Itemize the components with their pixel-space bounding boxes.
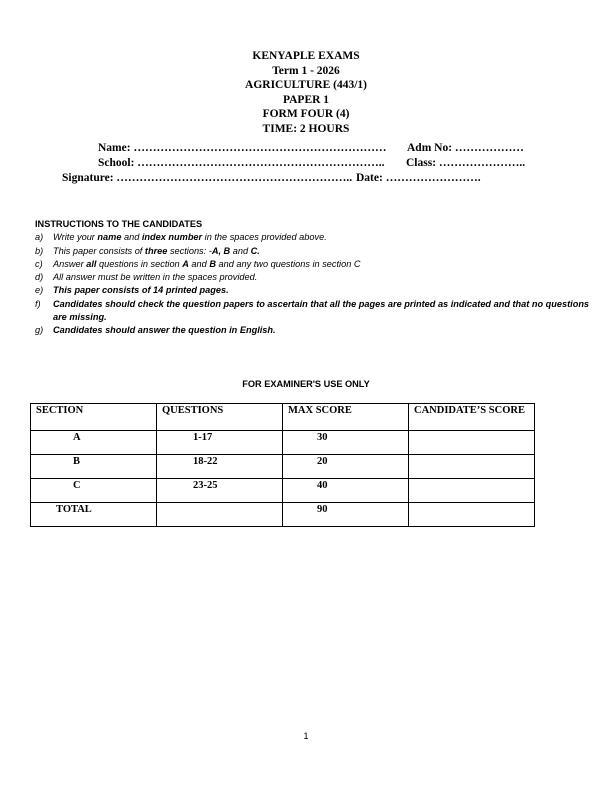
table-header-row <box>31 404 535 431</box>
examiner-section-title: FOR EXAMINER'S USE ONLY <box>242 379 370 389</box>
column-header-max-score: MAX SCORE <box>283 404 409 431</box>
exam-subject: AGRICULTURE (443/1) <box>245 79 367 92</box>
column-header-questions: QUESTIONS <box>157 404 283 431</box>
table-row <box>31 455 535 479</box>
candidate-score-cell[interactable] <box>409 455 535 479</box>
instruction-item: e) This paper consists of 14 printed pages. <box>35 285 229 296</box>
exam-time: TIME: 2 HOURS <box>262 122 350 135</box>
school-field[interactable]: School: ……………………………………………………….. <box>98 157 385 169</box>
questions-cell: 23-25 <box>157 479 283 503</box>
table-row <box>31 431 535 455</box>
table-row-total <box>31 503 535 527</box>
total-label-cell: TOTAL <box>31 503 157 527</box>
date-field[interactable]: Date: ……………………. <box>356 172 481 184</box>
exam-header <box>0 49 612 137</box>
max-score-cell: 30 <box>283 431 409 455</box>
exam-body-name: KENYAPLE EXAMS <box>252 50 360 62</box>
questions-cell: 1-17 <box>157 431 283 455</box>
section-cell: B <box>31 455 157 479</box>
candidate-score-cell[interactable] <box>409 479 535 503</box>
candidate-score-cell[interactable] <box>409 431 535 455</box>
name-field[interactable]: Name: ………………………………………………………… <box>98 142 387 154</box>
exam-form: FORM FOUR (4) <box>262 108 350 121</box>
section-cell: A <box>31 431 157 455</box>
instructions-title: INSTRUCTIONS TO THE CANDIDATES <box>35 219 203 229</box>
table-row <box>31 479 535 503</box>
instruction-item: g) Candidates should answer the question in English. <box>35 325 276 336</box>
page-number: 1 <box>303 731 309 741</box>
instruction-item: a) Write your name and index number in the spaces provided above. <box>35 232 327 243</box>
exam-paper: PAPER 1 <box>282 93 330 106</box>
instruction-item: d) All answer must be written in the spaces provided. <box>35 272 258 283</box>
column-header-section: SECTION <box>31 404 157 431</box>
instruction-item: c) Answer all questions in section A and B and any two questions in section C <box>35 258 361 269</box>
max-score-cell: 40 <box>283 479 409 503</box>
exam-term: Term 1 - 2026 <box>272 64 340 77</box>
examiner-score-table <box>30 403 535 527</box>
total-candidate-score-cell[interactable] <box>409 503 535 527</box>
class-field[interactable]: Class: ………………….. <box>406 157 526 169</box>
instruction-item: b) This paper consists of three sections: -A, B and C. <box>35 245 260 256</box>
total-max-score-cell: 90 <box>283 503 409 527</box>
questions-cell: 18-22 <box>157 455 283 479</box>
column-header-candidate-score: CANDIDATE’S SCORE <box>409 404 535 431</box>
questions-cell <box>157 503 283 527</box>
adm-no-field[interactable]: Adm No: ……………… <box>407 142 524 154</box>
signature-field[interactable]: Signature: …………………………………………………….. <box>62 172 353 184</box>
instructions <box>35 218 595 338</box>
instruction-item: f) Candidates should check the question papers to ascertain that all the pages are printed as indicated and that no questions are missing. <box>35 298 590 323</box>
section-cell: C <box>31 479 157 503</box>
max-score-cell: 20 <box>283 455 409 479</box>
